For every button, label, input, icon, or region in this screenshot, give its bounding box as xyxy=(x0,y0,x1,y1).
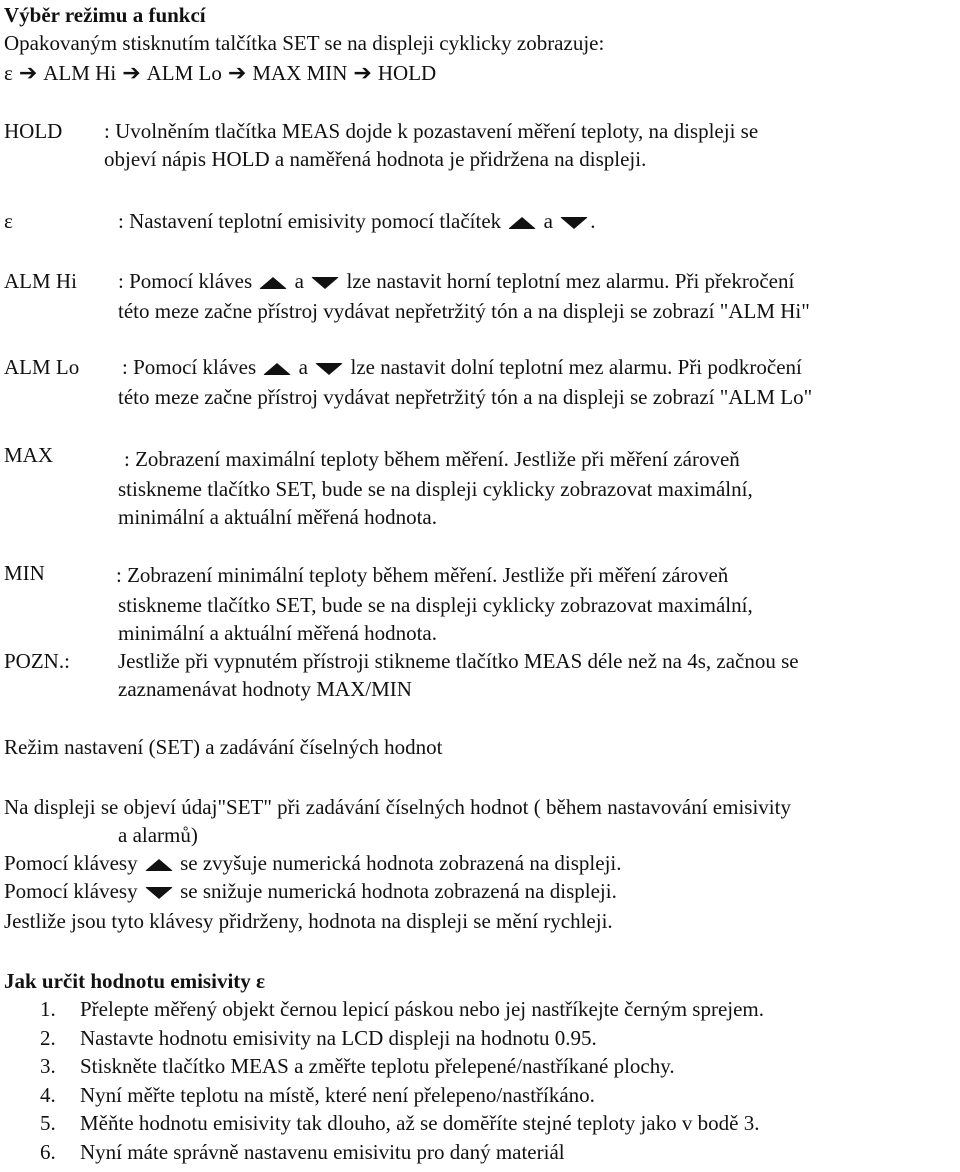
period-text: . xyxy=(590,209,596,233)
cycle-item: MIN xyxy=(306,61,348,85)
hold-desc-line2: objeví nápis HOLD a naměřená hodnota je přidržena na displeji. xyxy=(104,147,647,171)
list-item: Přelepte měřený objekt černou lepicí páskou nebo jej nastříkejte černým sprejem. xyxy=(80,997,765,1021)
list-item: Nastavte hodnotu emisivity na LCD displeji na hodnotu 0.95. xyxy=(80,1025,597,1050)
down-key-effect: se snižuje numerická hodnota zobrazená na displeji. xyxy=(180,879,617,903)
down-arrow-key-icon xyxy=(311,277,339,289)
arrow-right-icon: ➔ xyxy=(18,60,38,85)
emissivity-desc xyxy=(118,208,596,234)
mode-label-hold: HOLD xyxy=(4,119,63,143)
list-item-number: 2. xyxy=(40,1025,56,1050)
up-arrow-key-icon xyxy=(145,859,173,871)
alm-hi-desc-line1 xyxy=(118,268,794,294)
hold-desc-line1: : Uvolněním tlačítka MEAS dojde k pozastavení měření teploty, na displeji se xyxy=(104,119,759,143)
section-title-modes: Výběr režimu a funkcí xyxy=(4,3,206,27)
alm-lo-desc-line1 xyxy=(122,354,802,380)
up-arrow-key-icon xyxy=(259,277,287,289)
max-desc-line1: : Zobrazení maximální teploty během měření. Jestliže při měření zároveň xyxy=(124,447,740,471)
hold-keys-note: Jestliže jsou tyto klávesy přidrženy, hodnota na displeji se mění rychleji. xyxy=(4,909,613,933)
list-item: Nyní měřte teplotu na místě, které není přelepeno/nastříkáno. xyxy=(80,1082,595,1107)
list-item: Nyní máte správně nastavenu emisivitu pro daný materiál xyxy=(80,1139,565,1164)
mode-label-alm-lo: ALM Lo xyxy=(4,355,80,379)
section-title-emissivity: Jak určit hodnotu emisivity ε xyxy=(4,969,265,993)
note-label: POZN.: xyxy=(4,649,70,673)
up-key-line xyxy=(4,850,622,876)
down-arrow-key-icon xyxy=(315,363,343,375)
max-desc-line3: minimální a aktuální měřená hodnota. xyxy=(118,505,437,529)
alm-hi-text: : Pomocí kláves xyxy=(118,269,253,293)
conjunction-text: a xyxy=(298,355,308,379)
list-item: Měňte hodnotu emisivity tak dlouho, až se domĕříte stejné teploty jako v bodě 3. xyxy=(80,1111,760,1135)
section-title-set: Režim nastavení (SET) a zadávání číselných hodnot xyxy=(4,735,443,759)
arrow-right-icon: ➔ xyxy=(353,60,372,85)
arrow-right-icon: ➔ xyxy=(122,60,141,85)
up-arrow-key-icon xyxy=(508,217,536,229)
down-arrow-key-icon xyxy=(560,217,588,229)
alm-hi-text-cont: lze nastavit horní teplotní mez alarmu. Při překročení xyxy=(346,269,795,293)
cycle-item: HOLD xyxy=(377,61,437,85)
list-item: Stiskněte tlačítko MEAS a změřte teplotu přelepené/nastříkané plochy. xyxy=(80,1054,675,1078)
up-key-effect: se zvyšuje numerická hodnota zobrazená na displeji. xyxy=(180,851,622,875)
alm-hi-desc-line2: této meze začne přístroj vydávat nepřetržitý tón a na displeji se zobrazí "ALM Hi" xyxy=(118,299,810,323)
list-item-number: 1. xyxy=(40,997,56,1021)
cycle-item: ALM Hi xyxy=(43,61,117,85)
note-line2: zaznamenávat hodnoty MAX/MIN xyxy=(118,677,412,701)
min-desc-line1: : Zobrazení minimální teploty během měření. Jestliže při měření zároveň xyxy=(116,563,729,587)
note-line1: Jestliže při vypnutém přístroji stikneme tlačítko MEAS déle než na 4s, začnou se xyxy=(118,649,799,673)
mode-label-max: MAX xyxy=(4,443,54,467)
cycle-item: ε xyxy=(4,61,13,85)
alm-lo-desc-line2: této meze začne přístroj vydávat nepřetržitý tón a na displeji se zobrazí "ALM Lo" xyxy=(118,385,813,409)
mode-label-emissivity: ε xyxy=(4,209,13,233)
min-desc-line2: stiskneme tlačítko SET, bude se na displeji cyklicky zobrazovat maximální, xyxy=(118,593,753,617)
list-item-number: 4. xyxy=(40,1082,56,1107)
cycle-item: MAX xyxy=(252,61,302,85)
set-para-line2: a alarmů) xyxy=(118,823,198,847)
list-item-number: 6. xyxy=(40,1139,56,1164)
up-key-text: Pomocí klávesy xyxy=(4,851,138,875)
conjunction-text: a xyxy=(294,269,304,293)
emissivity-desc-text: : Nastavení teplotní emisivity pomocí tlačítek xyxy=(118,209,502,233)
up-arrow-key-icon xyxy=(263,363,291,375)
alm-lo-text-cont: lze nastavit dolní teplotní mez alarmu. Při podkročení xyxy=(350,355,802,379)
conjunction-text: a xyxy=(543,209,553,233)
down-key-text: Pomocí klávesy xyxy=(4,879,138,903)
mode-label-alm-hi: ALM Hi xyxy=(4,269,77,293)
intro-text: Opakovaným stisknutím talčítka SET se na displeji cyklicky zobrazuje: xyxy=(4,31,605,55)
max-desc-line2: stiskneme tlačítko SET, bude se na displeji cyklicky zobrazovat maximální, xyxy=(118,477,753,501)
mode-label-min: MIN xyxy=(4,561,45,585)
down-key-line xyxy=(4,878,617,904)
min-desc-line3: minimální a aktuální měřená hodnota. xyxy=(118,621,437,645)
mode-cycle xyxy=(4,60,436,86)
list-item-number: 5. xyxy=(40,1111,56,1135)
cycle-item: ALM Lo xyxy=(146,61,222,85)
alm-lo-text: : Pomocí kláves xyxy=(122,355,257,379)
set-para-line1: Na displeji se objeví údaj"SET" při zadávání číselných hodnot ( během nastavování emisivity xyxy=(4,795,791,819)
list-item-number: 3. xyxy=(40,1054,56,1078)
down-arrow-key-icon xyxy=(145,887,173,899)
arrow-right-icon: ➔ xyxy=(227,60,247,85)
